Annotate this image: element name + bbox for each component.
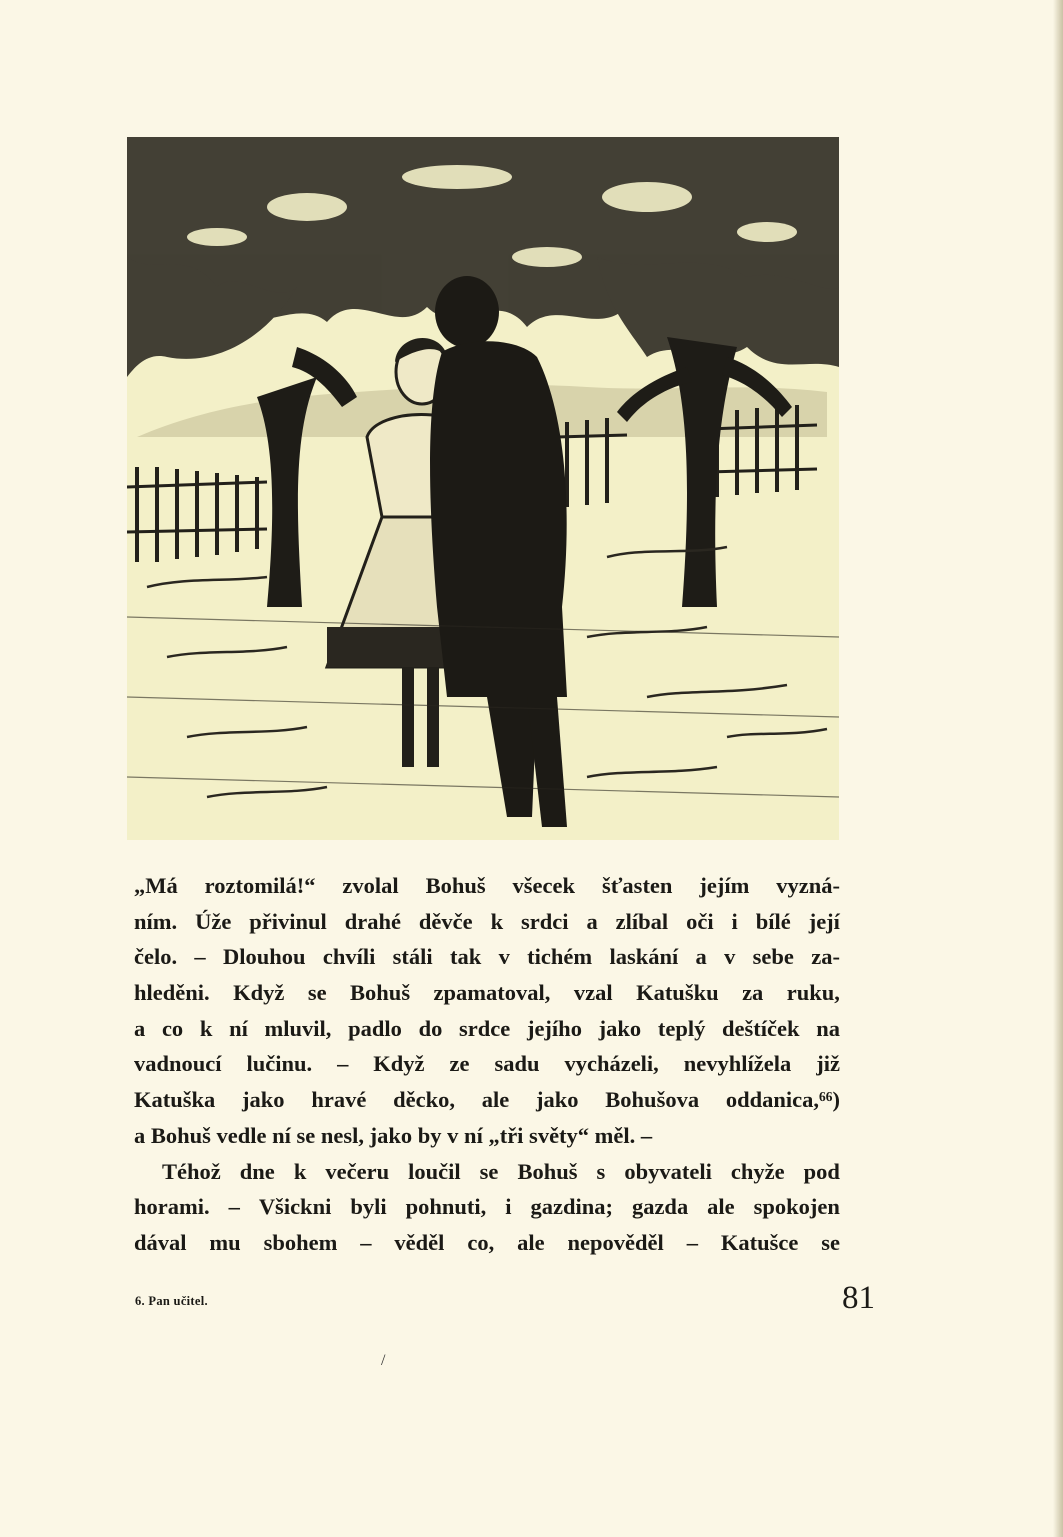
word: vadnoucí xyxy=(134,1051,222,1077)
word: gazda xyxy=(631,1194,689,1220)
word: Bohuš xyxy=(350,980,411,1006)
word: i xyxy=(505,1194,512,1220)
word: se xyxy=(479,1158,499,1184)
word: tak xyxy=(450,944,482,970)
word: a xyxy=(695,944,707,970)
word: laskání xyxy=(609,944,679,970)
word: – xyxy=(337,1051,349,1077)
text-line xyxy=(134,1011,840,1047)
word: jako xyxy=(536,1087,579,1113)
word: ale xyxy=(517,1229,545,1255)
word: teplý xyxy=(657,1015,706,1041)
word: večeru xyxy=(325,1158,390,1184)
word: jejího xyxy=(526,1015,582,1041)
word: a xyxy=(586,908,598,934)
word: věděl xyxy=(394,1229,445,1255)
word: oddanica,⁶⁶) xyxy=(725,1087,840,1113)
text-line-content: a Bohuš vedle ní se nesl, jako by v ní „tři světy“ měl. – xyxy=(134,1122,653,1148)
word: spokojen xyxy=(753,1194,840,1220)
word: Katušku xyxy=(636,980,719,1006)
word: i xyxy=(731,908,738,934)
word: k xyxy=(199,1015,213,1041)
illustration xyxy=(127,137,839,840)
stray-mark: / xyxy=(381,1352,386,1369)
text-line xyxy=(134,939,840,975)
word: Bohuš xyxy=(517,1158,578,1184)
word: „Má xyxy=(134,873,178,898)
text-line xyxy=(134,904,840,940)
word: nevyhlížela xyxy=(683,1051,792,1077)
word: k xyxy=(490,908,504,934)
word: – xyxy=(194,944,206,970)
word: loučil xyxy=(408,1158,461,1184)
word: ním. xyxy=(134,908,178,934)
word: všecek xyxy=(512,873,576,898)
word: jako xyxy=(242,1087,285,1113)
word: zpamatoval, xyxy=(433,980,551,1006)
word: stáli xyxy=(392,944,433,970)
text-line xyxy=(134,1118,840,1154)
word: její xyxy=(808,908,840,934)
word: lučinu. xyxy=(246,1051,313,1077)
word: gazdina; xyxy=(530,1194,613,1220)
word: drahé xyxy=(344,908,401,934)
illustration-icon xyxy=(127,137,839,840)
word: hleděni. xyxy=(134,980,210,1006)
word: Úže xyxy=(195,908,232,934)
word: deštíček xyxy=(722,1015,800,1041)
word: byli xyxy=(350,1194,387,1220)
word: obyvateli xyxy=(624,1158,712,1184)
word: sebe xyxy=(752,944,794,970)
word: jako xyxy=(598,1015,642,1041)
word: sadu xyxy=(494,1051,540,1077)
word: vzal xyxy=(573,980,613,1006)
text-line xyxy=(134,1225,840,1261)
word: Téhož xyxy=(162,1158,221,1184)
word: horami. xyxy=(134,1194,210,1220)
word: nepověděl xyxy=(567,1229,664,1255)
page-number: 81 xyxy=(842,1280,875,1316)
word: na xyxy=(816,1015,840,1041)
text-line xyxy=(134,1189,840,1225)
word: v xyxy=(724,944,736,970)
word: co, xyxy=(467,1229,495,1255)
word: mluvil, xyxy=(264,1015,332,1041)
word: pohnuti, xyxy=(405,1194,487,1220)
word: ruku, xyxy=(786,980,840,1006)
word: pod xyxy=(803,1158,840,1184)
word: se xyxy=(821,1229,840,1255)
text-line xyxy=(134,1046,840,1082)
word: již xyxy=(816,1051,840,1077)
page-edge-shadow xyxy=(1053,0,1063,1537)
word: Dlouhou xyxy=(222,944,306,970)
word: se xyxy=(307,980,327,1006)
word: co xyxy=(161,1015,184,1041)
word: – xyxy=(228,1194,240,1220)
word: – xyxy=(686,1229,698,1255)
word: bílé xyxy=(755,908,791,934)
word: dával xyxy=(134,1229,187,1255)
word: k xyxy=(293,1158,307,1184)
word: srdce xyxy=(459,1015,511,1041)
word: padlo xyxy=(348,1015,402,1041)
word: dne xyxy=(239,1158,275,1184)
word: chvíli xyxy=(322,944,376,970)
word: děcko, xyxy=(393,1087,455,1113)
word: přivinul xyxy=(249,908,327,934)
word: s xyxy=(596,1158,606,1184)
word: vycházeli, xyxy=(564,1051,659,1077)
word: Bohušova xyxy=(605,1087,700,1113)
word: děvče xyxy=(418,908,473,934)
word: šťasten xyxy=(601,873,673,898)
word: jejím xyxy=(699,873,750,898)
text-line xyxy=(134,868,840,904)
word: roztomilá!“ xyxy=(204,873,316,898)
word: vyzná- xyxy=(776,873,840,898)
word: Když xyxy=(373,1051,425,1077)
word: zvolal xyxy=(342,873,399,898)
word: oči xyxy=(686,908,714,934)
word: mu xyxy=(209,1229,241,1255)
word: ze xyxy=(449,1051,470,1077)
body-text xyxy=(134,868,840,1261)
word: hravé xyxy=(311,1087,367,1113)
word: a xyxy=(134,1015,146,1041)
word: sbohem xyxy=(263,1229,338,1255)
text-line xyxy=(134,1154,840,1190)
word: Bohuš xyxy=(425,873,486,898)
word: zlíbal xyxy=(615,908,669,934)
text-line xyxy=(134,975,840,1011)
word: Katuška xyxy=(134,1087,216,1113)
word: v xyxy=(498,944,510,970)
word: tichém xyxy=(527,944,593,970)
text-line xyxy=(134,1082,840,1118)
word: chyže xyxy=(730,1158,785,1184)
word: do xyxy=(418,1015,443,1041)
word: čelo. xyxy=(134,944,178,970)
word: srdci xyxy=(521,908,569,934)
word: Všickni xyxy=(258,1194,332,1220)
word: Když xyxy=(233,980,285,1006)
word: ale xyxy=(707,1194,735,1220)
word: – xyxy=(360,1229,372,1255)
word: Katušce xyxy=(720,1229,799,1255)
word: za- xyxy=(811,944,840,970)
word: ní xyxy=(229,1015,248,1041)
word: ale xyxy=(481,1087,510,1113)
word: za xyxy=(742,980,764,1006)
signature-mark: 6. Pan učitel. xyxy=(135,1294,208,1308)
